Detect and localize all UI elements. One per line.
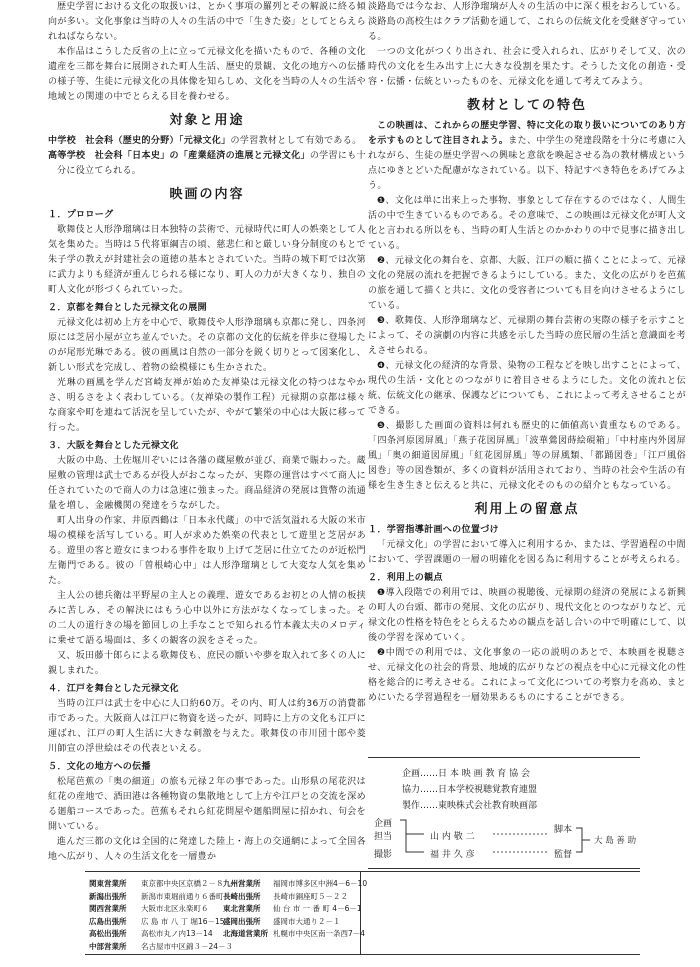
- credit-script-label: 脚本: [554, 825, 573, 835]
- part-paragraph: 大阪の中島、土佐堀川ぞいには各藩の蔵屋敷が並び、商業で賑わった。蔵屋敷の管理は武士であるが役人がおこなったが、実際の運営はすべて商人に任されていたので商人の力は急速に強まった。商品経済の発展は貨幣の流通量を増し、金融機関の発達をうながした。: [48, 456, 366, 511]
- office-row: 高松出張所 高松市丸ノ内13－14: [89, 929, 213, 938]
- credit-dots-icon: [493, 818, 553, 858]
- section-heading-features: 教材としての特色: [466, 98, 587, 113]
- feature-point: ❺、撮影した画面の資料は何れも歴史的に価値高い貴重なものである。「四条河原図屏風」「燕子花図屏風」「波華鶯図蒔絵硯箱」「中村座内外図屏風」「奥の細道図屏風」「紅花図屏風」等の屏風類、「都踊図巻」「江戸風俗図巻」等の図巻類が、多くの資料が活用されており、当時の社会や生活の有様を生き生きと伝えると共に、元禄文化そのものの紹介ともなっている。: [368, 421, 686, 491]
- office-row: 盛岡出張所 盛岡市大通り２－１: [223, 916, 341, 926]
- target-item: [48, 149, 366, 179]
- part-paragraph: 歌舞伎と人形浄瑠璃は日本独特の芸術で、元禄時代に町人の娯楽として人気を集めた。当時は５代将軍綱吉の頃、慈悲仁和と厳しい身分制度のもとで朱子学の教えが封建社会の道徳の基本とされていた。当時の城下町では次第に武力よりも経済が重んじられる様になり、町人の力が大きくなり、独自の町人文化が形づくられていった。: [48, 225, 366, 295]
- notes-part-title: ２．利用上の観点: [368, 573, 443, 583]
- office-column-2: [223, 878, 367, 941]
- summary-paragraph: 一つの文化がつくり出され、社会に受入れられ、広がりそして又、次の時代の文化を生み出す上に大きな役割を果たす。そうした文化の創造・受容・伝播・伝統といったものを、元禄文化を通して考えてみよう。: [368, 47, 686, 87]
- credit-plan-label: 企画: [374, 819, 393, 829]
- part-paragraph: 当時の江戸は武士を中心に人口約60万。その内、町人は約36万の消費都市であった。大阪商人は江戸に物資を送ったが、同時に上方の文化も江戸に運ばれ、江戸の町人生活に大きな刺激を与えた。歌舞伎の市川団十郎や菱川師宣の浮世絵はその代表といえる。: [48, 699, 366, 754]
- part-paragraph: 光琳の画風を学んだ宮崎友禅が始めた友禅染は元禄文化の特つはなやかさ、明るさをよく表わしている。（友禅染の製作工程）元禄期の京都は様々な商家や町を連ねて活況を呈していたが、やがて繁栄の中心は大阪に移って行った。: [48, 378, 366, 433]
- part-title: ５．文化の地方への伝播: [48, 762, 151, 772]
- credit-director-label: 監督: [554, 850, 573, 860]
- office-column-1: [89, 878, 233, 953]
- target-label: 高等学校 社会科「日本史」の「産業経済の進展と元禄文化」: [48, 151, 310, 161]
- footer-blank-panel: [360, 871, 640, 955]
- credit-plan-person: 山 内 敬 二: [430, 832, 475, 842]
- section-heading-target: 対象と用途: [169, 113, 245, 128]
- office-row: 関西営業所 大阪市北区永楽町６: [89, 904, 209, 913]
- feature-point: ❸、歌舞伎、人形浄瑠璃など、元禄期の舞台芸術の実際の様子を示すことによって、その演劇の内容に共感を示した当時の庶民層の生活と意識面を考えさせられる。: [368, 316, 686, 356]
- office-row: 広島出張所 広 島 市 八 丁 堀16－15: [89, 916, 225, 926]
- credits-box: [368, 757, 640, 869]
- section-heading-contents: 映画の内容: [169, 187, 245, 202]
- notes-paragraph: ❷中間での利用では、文化事象の一応の説明のあとで、本映画を視聴させ、元禄文化の社会的背景、地域的広がりなどの視点を中心に元禄文化の性格を総合的に考えさせる。これによって文化についての考察力を高め、まとめにいたる学習過程を一層効果あるものにすることができる。: [368, 648, 686, 703]
- features-lead-rest: また、中学生の発達段階を十分に考慮に入れながら、生徒の歴史学習への興味と意欲を喚起させる為の教材構成という点にゆきとどいた配慮がなされている。以下、特記すべき特色をあげてみよう。: [368, 136, 686, 191]
- credit-production: 製作……東映株式会社教育映画部: [402, 801, 538, 811]
- target-item: [48, 134, 366, 149]
- credit-camera-person: 福 井 久 彦: [430, 850, 475, 860]
- office-row: 新潟出張所 新潟市東堀前通り６番町: [89, 891, 224, 901]
- part-title: ２．京都を舞台とした元禄文化の展開: [48, 303, 207, 313]
- target-label: 中学校 社会科（歴史的分野）「元禄文化」: [48, 136, 231, 146]
- notes-paragraph: ❶導入段階での利用では、映画の視聴後、元禄期の経済の発展による新興の町人の台頭、都市の発展、文化の広がり、現代文化とのつながりなど、元禄文化の性格を特色をとらえるための観点を話し合いの中で明確にして、以後の学習を深めていく。: [368, 588, 686, 643]
- features-lead-bold: この映画は、これからの歴史学習、特に文化の取り扱いについてのあり方を示すものとして注目されよう。: [368, 121, 686, 146]
- part-paragraph: 元禄文化は初め上方を中心で、歌舞伎や人形浄瑠璃も京都に発し、四条河原には芝居小屋が立ち並んでいた。その京都の文化的伝統を伴歩に登場したのが尾形光琳である。彼の画風は自然の一部分を鋭く切りとって図案化し、新しい形式を完成し、着物の絵模様にも生かされた。: [48, 318, 366, 373]
- notes-paragraph: 「元禄文化」の学習において導入に利用するか、または、学習過程の中間において、学習課題の一層の明確化を図る為に利用することが考えられる。: [368, 540, 686, 565]
- credit-brace-icon: [398, 816, 428, 858]
- credit-plan: 企画……日 本 映 画 教 育 協 会: [402, 769, 531, 779]
- office-row: 中部営業所 名古屋市中区錦３－24－３: [89, 941, 234, 951]
- credit-director-person: 大 島 善 助: [594, 836, 637, 846]
- part-paragraph: 主人公の徳兵衛は平野屋の主人との義理、遊女であるお初との人情の板挟みに苦しみ、その解決にはもう心中以外に方法がなくなってしまった。その二人の道行きの場を節回しの上手なことで知られる竹本義太夫のメロディに乗せて語る場面は、多くの観客の涙をさそった。: [48, 591, 366, 646]
- office-list: [85, 871, 368, 955]
- continued-paragraph: 淡路島では今なお、人形浄瑠璃が人々の生活の中に深く根をおろしている。淡路島の高校生はクラブ活動を通して、これらの伝統文化を受継ぎ守っている。: [368, 2, 686, 42]
- part-paragraph: 進んだ三都の文化は全国的に発達した陸上・海上の交通網によって全国各地へ広がり、人々の生活文化を一層豊か: [48, 837, 366, 862]
- office-row: 長崎出張所 長崎市銅座町５－２２: [223, 891, 348, 901]
- intro-paragraph: 本作品はこうした反省の上に立って元禄文化を描いたもので、各種の文化遺産を三都を舞台に展開された町人生活、歴史的景観、文化の地方への伝播の様子等、生徒に元禄文化の具体像を知らしめ、文化を当時の人々の生活や地域との関連の中でとらえる目を養わせる。: [48, 47, 366, 102]
- part-title: ３．大阪を舞台とした元禄文化: [48, 441, 179, 451]
- credit-brace-right-icon: [574, 822, 592, 858]
- office-row: 関東営業所 東京都中央区京橋２－８: [89, 879, 224, 888]
- office-row: 北海道営業所 札幌市中央区南一条西7－4: [223, 929, 366, 938]
- right-column: [368, 0, 686, 706]
- part-title: １．プロローグ: [48, 210, 114, 220]
- target-text: の学習教材として有効である。: [230, 136, 362, 146]
- office-row: 東北営業所 仙 台 市 一 番 町 4－6－1: [223, 904, 362, 913]
- part-title: ４．江戸を舞台とした元禄文化: [48, 684, 179, 694]
- feature-point: ❶、文化は単に出来上った事物、事象として存在するのではなく、人間生活の中で生きているものである。その意味で、この映画は元禄文化が町人文化と言われる所以をも、当時の町人生活とのかかわりの中で見事に描き出している。: [368, 196, 686, 251]
- feature-point: ❹、元禄文化の経済的な背景、染物の工程などを映し出すことによって、現代の生活・文化とのつながりに着目させるようにした。文化の流れと伝統、伝統文化の継承、保護などについても、これによって考えさせることができる。: [368, 361, 686, 416]
- features-lead: [368, 119, 686, 194]
- part-paragraph: 町人出身の作家、井原西鶴は「日本永代蔵」の中で活気溢れる大阪の米市場の模様を活写している。町人が求めた娯楽の代表として遊里と芝居がある。遊里の客と遊女にまつわる事件を取り上げて芝居に仕立てたのが近松門左衛門である。彼の「曽根崎心中」は人形浄瑠璃として大変な人気を集めた。: [48, 516, 366, 586]
- section-heading-notes: 利用上の留意点: [474, 502, 580, 517]
- left-column: [48, 0, 366, 865]
- credit-cooperation: 協力……日本学校視聴覚教育連盟: [402, 785, 538, 795]
- part-paragraph: 松尾芭蕉の「奥の細道」の旅も元禄２年の事であった。山形県の尾花沢は紅花の産地で、酒田港は各種物資の集散地として上方や江戸との交流を深める廻船コースであった。芭蕉もそれら紅花問屋や廻船問屋に招かれ、句会を開いている。: [48, 777, 366, 832]
- target-text: の学習にも十分に役立てられる。: [57, 151, 366, 176]
- credit-camera-label: 撮影: [374, 850, 393, 860]
- notes-part-title: １．学習指導計画への位置づけ: [368, 525, 499, 535]
- office-row: 九州営業所 福岡市博多区中洲4－6－10: [223, 879, 368, 888]
- credit-charge-label: 担当: [374, 832, 393, 842]
- feature-point: ❷、元禄文化の舞台を、京都、大阪、江戸の順に描くことによって、元禄文化の発展の流れを把握できるようにしている。また、文化の広がりを芭蕉の旅を通して描くと共に、文化の受容者についても目を向けさせるようにしている。: [368, 256, 686, 311]
- part-paragraph: 又、坂田藤十郎らによる歌舞伎も、庶民の願いや夢を取入れて多くの人に親しまれた。: [48, 651, 366, 676]
- intro-paragraph: 歴史学習における文化の取扱いは、とかく事項の羅列とその解説に終る傾向が多い。文化事象は当時の人々の生活の中で「生きた姿」としてとらえられねばならない。: [48, 2, 366, 42]
